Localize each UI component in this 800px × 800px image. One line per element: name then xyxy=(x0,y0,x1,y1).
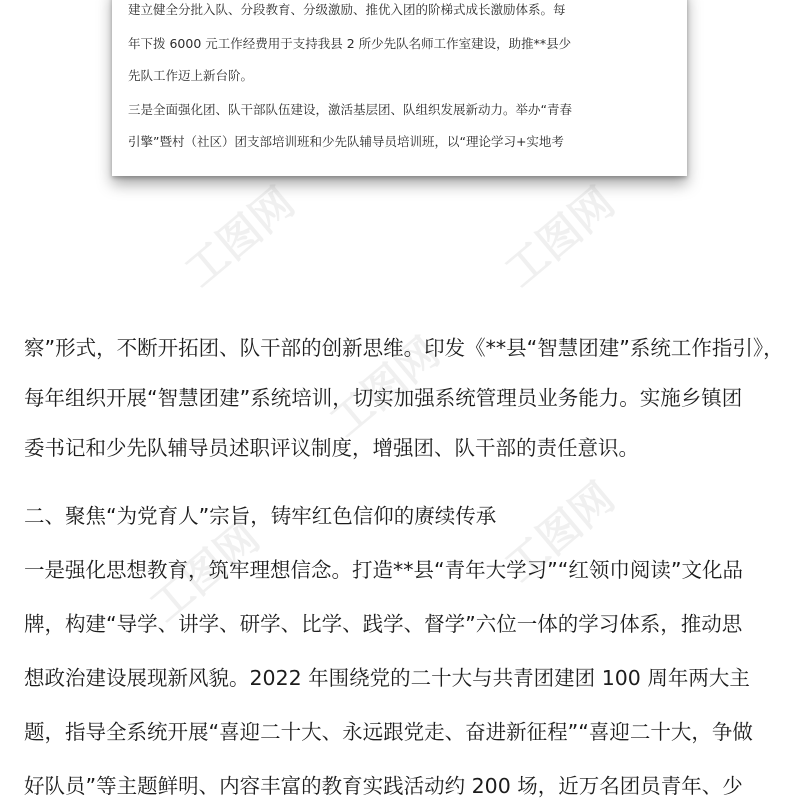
document-preview-card xyxy=(112,0,687,176)
card-text-line: 引擎”暨村（社区）团支部培训班和少先队辅导员培训班，以“理论学习+实地考 xyxy=(128,134,564,149)
body-text-line: 每年组织开展“智慧团建”系统培训，切实加强系统管理员业务能力。实施乡镇团 xyxy=(24,386,743,410)
card-text-line: 建立健全分批入队、分段教育、分级激励、推优入团的阶梯式成长激励体系。每 xyxy=(128,2,566,17)
body-text-line: 想政治建设展现新风貌。2022 年围绕党的二十大与共青团建团 100 周年两大主 xyxy=(24,666,750,690)
body-text-line: 一是强化思想教育，筑牢理想信念。打造**县“青年大学习”“红领巾阅读”文化品 xyxy=(24,558,743,582)
card-text-line: 三是全面强化团、队干部队伍建设，激活基层团、队组织发展新动力。举办“青春 xyxy=(128,102,572,117)
watermark: 工图网 xyxy=(495,472,624,592)
body-text-line: 题，指导全系统开展“喜迎二十大、永远跟党走、奋进新征程”“喜迎二十大，争做 xyxy=(24,720,753,744)
watermark: 工图网 xyxy=(175,177,304,297)
body-text-line: 牌，构建“导学、讲学、研学、比学、践学、督学”六位一体的学习体系，推动思 xyxy=(24,612,743,636)
card-text-line: 先队工作迈上新台阶。 xyxy=(128,68,254,83)
watermark: 工图网 xyxy=(140,512,269,632)
body-text-line: 好队员”等主题鲜明、内容丰富的教育实践活动约 200 场，近万名团员青年、少 xyxy=(24,774,743,798)
body-text-line: 察”形式，不断开拓团、队干部的创新思维。印发《**县“智慧团建”系统工作指引》， xyxy=(24,336,784,360)
section-heading: 二、聚焦“为党育人”宗旨，铸牢红色信仰的赓续传承 xyxy=(24,504,497,528)
watermark: 工图网 xyxy=(320,327,449,447)
watermark: 工图网 xyxy=(495,177,624,297)
card-text-line: 年下拨 6000 元工作经费用于支持我县 2 所少先队名师工作室建设，助推**县少 xyxy=(128,36,572,51)
body-text-line: 委书记和少先队辅导员述职评议制度，增强团、队干部的责任意识。 xyxy=(24,436,639,460)
